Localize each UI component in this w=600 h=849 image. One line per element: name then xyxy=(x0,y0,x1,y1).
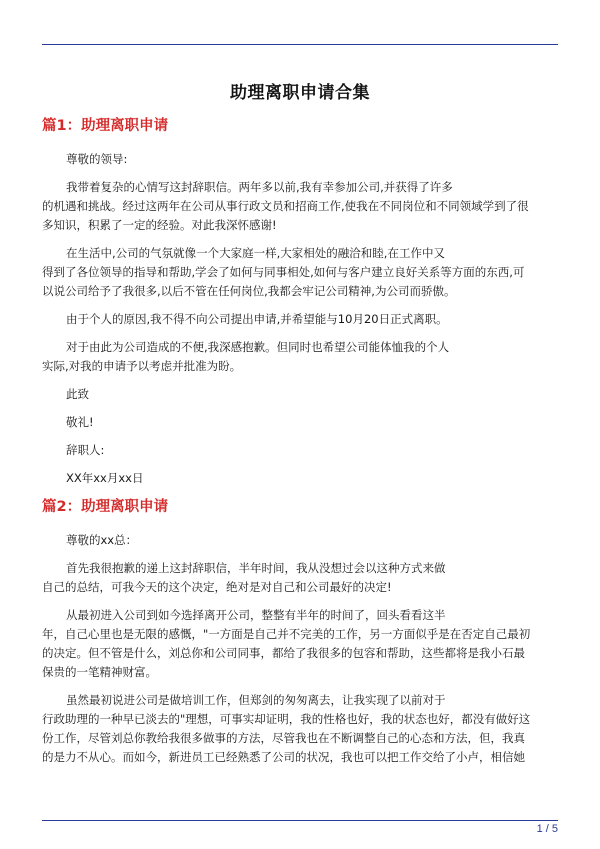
paragraph-line: 我带着复杂的心情写这封辞职信。两年多以前,我有幸参加公司,并获得了许多 xyxy=(66,180,453,194)
paragraph xyxy=(42,385,558,404)
paragraph-line: 行政助理的一种早已淡去的"理想，可事实却证明，我的性格也好，我的状态也好，都没有做好这 xyxy=(42,712,531,726)
paragraph-line: 虽然最初说进公司是做培训工作，但郑剑的匆匆离去，让我实现了以前对于 xyxy=(66,693,446,707)
paragraph xyxy=(42,244,558,301)
paragraph xyxy=(42,310,558,329)
paragraph xyxy=(42,606,558,682)
paragraph-line: 的机遇和挑战。经过这两年在公司从事行政文员和招商工作,使我在不同岗位和不同领域学到了很 xyxy=(42,199,529,213)
paragraph-line: XX年xx月xx日 xyxy=(66,471,144,485)
paragraph-line: 此致 xyxy=(66,387,89,401)
paragraph-line: 以说公司给予了我很多,以后不管在任何岗位,我都会牢记公司精神,为公司而骄傲。 xyxy=(42,284,456,298)
paragraph xyxy=(42,441,558,460)
paragraph-line: 对于由此为公司造成的不便,我深感抱歉。但同时也希望公司能体恤我的个人 xyxy=(66,340,450,354)
paragraph-line: 辞职人: xyxy=(66,443,105,457)
page-indicator: 1 / 5 xyxy=(536,823,558,835)
document-title: 助理离职申请合集 xyxy=(230,83,370,103)
paragraph xyxy=(42,178,558,235)
paragraph-line: 保贵的一笔精神财富。 xyxy=(42,665,157,679)
paragraph-line: 尊敬的xx总： xyxy=(66,533,138,547)
paragraph xyxy=(42,531,558,550)
document-body xyxy=(42,116,558,776)
paragraph xyxy=(42,691,558,767)
paragraph-line: 在生活中,公司的气氛就像一个大家庭一样,大家相处的融洽和睦,在工作中又 xyxy=(66,246,445,260)
paragraph xyxy=(42,559,558,597)
footer-rule xyxy=(42,820,558,821)
paragraph-line: 份工作，尽管刘总你教给我很多做事的方法，尽管我也在不断调整自己的心态和方法，但，我真 xyxy=(42,731,525,745)
paragraph-line: 敬礼! xyxy=(66,415,94,429)
paragraph-line: 由于个人的原因,我不得不向公司提出申请,并希望能与10月20日正式离职。 xyxy=(66,312,448,326)
header-rule xyxy=(42,44,558,45)
paragraph-line: 首先我很抱歉的递上这封辞职信，半年时间，我从没想过会以这种方式来做 xyxy=(66,561,446,575)
paragraph-line: 从最初进入公司到如今选择离开公司，整整有半年的时间了，回头看看这半 xyxy=(66,608,446,622)
paragraph-line: 自己的总结，可我今天的这个决定，绝对是对自己和公司最好的决定! xyxy=(42,580,392,594)
section-heading: 篇2：助理离职申请 xyxy=(42,499,169,515)
paragraph-line: 尊敬的领导: xyxy=(66,152,128,166)
paragraph-line: 多知识，积累了一定的经验。对此我深怀感谢! xyxy=(42,218,277,232)
section-heading: 篇1：助理离职申请 xyxy=(42,118,169,134)
paragraph-line: 实际,对我的申请予以考虑并批准为盼。 xyxy=(42,359,242,373)
paragraph xyxy=(42,413,558,432)
paragraph-line: 得到了各位领导的指导和帮助,学会了如何与同事相处,如何与客户建立良好关系等方面的东西,可 xyxy=(42,265,525,279)
paragraph xyxy=(42,469,558,488)
paragraph-line: 的是力不从心。而如今，新进员工已经熟悉了公司的状况，我也可以把工作交给了小卢，相信她 xyxy=(42,750,525,764)
paragraph-line: 年，自己心里也是无限的感慨，"一方面是自己并不完美的工作，另一方面似乎是在否定自己最初 xyxy=(42,627,531,641)
paragraph-line: 的决定。但不管是什么，刘总你和公司同事，都给了我很多的包容和帮助，这些都将是我小石最 xyxy=(42,646,525,660)
paragraph xyxy=(42,150,558,169)
paragraph xyxy=(42,338,558,376)
